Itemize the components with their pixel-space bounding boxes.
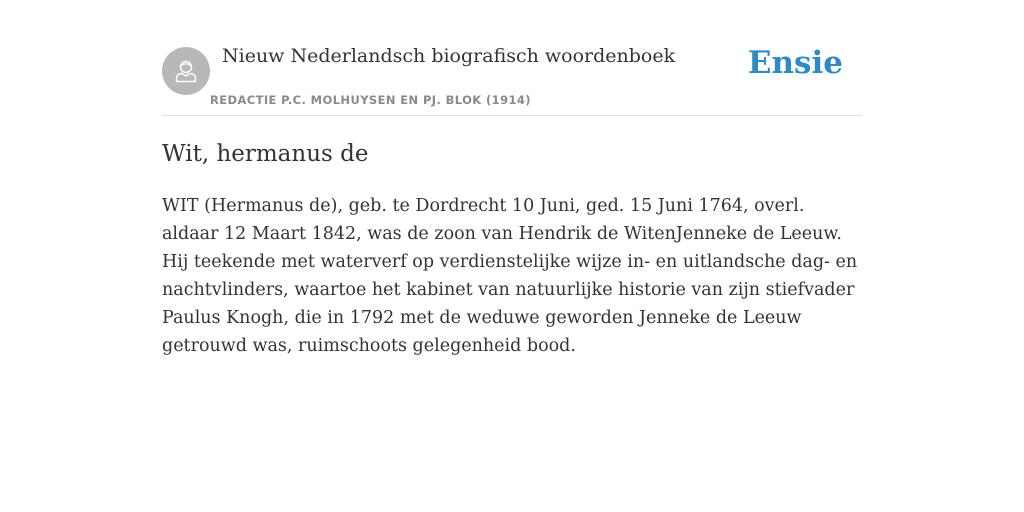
entry-body: WIT (Hermanus de), geb. te Dordrecht 10 Juni, ged. 15 Juni 1764, overl. aldaar 12 Maart 1842, was de zoon van Hendrik de WitenJenneke de Leeuw. Hij teekende met waterverf op verdienstelijke wijze in- en uitlandsche dag- en nachtvlinders, waartoe het kabinet van natuurlijke historie van zijn stiefvader Paulus Knogh, die in 1792 met de weduwe geworden Jenneke de Leeuw getrouwd was, ruimschoots gelegenheid bood. xyxy=(162,196,858,356)
book-header xyxy=(162,0,862,116)
avatar xyxy=(162,47,210,95)
brand-logo[interactable]: Ensie xyxy=(747,45,843,81)
entry-title: Wit, hermanus de xyxy=(162,141,369,167)
book-title[interactable]: Nieuw Nederlandsch biografisch woordenboek xyxy=(222,45,676,67)
user-silhouette-icon xyxy=(172,57,200,85)
book-editors: REDACTIE P.C. MOLHUYSEN EN PJ. BLOK (1914) xyxy=(210,93,531,107)
page-container xyxy=(162,0,862,356)
